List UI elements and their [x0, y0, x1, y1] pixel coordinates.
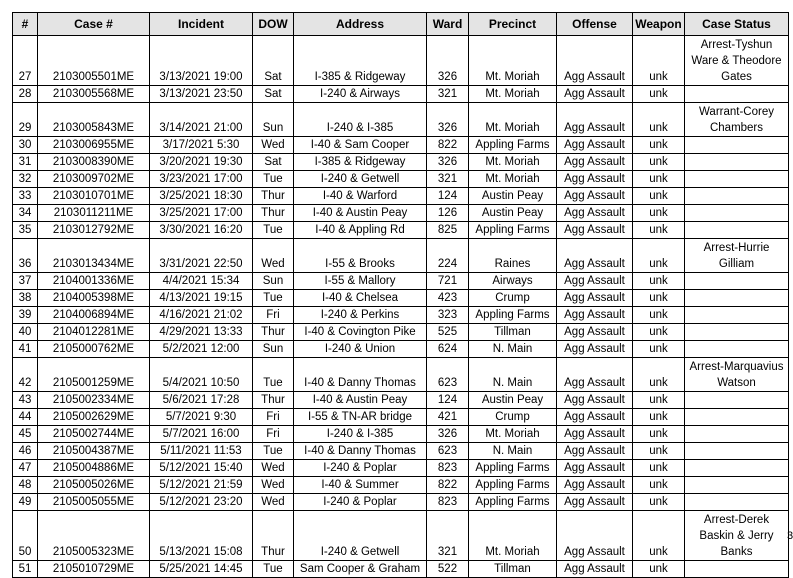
cell-num: 28: [13, 86, 38, 103]
cell-address: I-240 & Perkins: [294, 307, 427, 324]
cell-weapon: unk: [633, 426, 685, 443]
cell-incident: 5/7/2021 16:00: [150, 426, 253, 443]
cell-offense: Agg Assault: [557, 460, 633, 477]
cell-dow: Thur: [253, 392, 294, 409]
cell-incident: 4/16/2021 21:02: [150, 307, 253, 324]
cell-num: 38: [13, 290, 38, 307]
cell-offense: Agg Assault: [557, 171, 633, 188]
cell-num: 50: [13, 511, 38, 561]
cell-offense: Agg Assault: [557, 511, 633, 561]
cell-address: I-240 & Airways: [294, 86, 427, 103]
cell-case: 2104012281ME: [38, 324, 150, 341]
cell-num: 36: [13, 239, 38, 273]
cell-status: [685, 205, 789, 222]
cell-status: [685, 409, 789, 426]
cell-status: [685, 222, 789, 239]
cell-weapon: unk: [633, 494, 685, 511]
cell-dow: Sat: [253, 36, 294, 86]
cell-precinct: Appling Farms: [469, 137, 557, 154]
cell-incident: 5/7/2021 9:30: [150, 409, 253, 426]
cell-case: 2103009702ME: [38, 171, 150, 188]
cell-precinct: Appling Farms: [469, 307, 557, 324]
cell-offense: Agg Assault: [557, 239, 633, 273]
cell-dow: Sun: [253, 341, 294, 358]
cell-case: 2103011211ME: [38, 205, 150, 222]
cell-offense: Agg Assault: [557, 154, 633, 171]
cell-precinct: Appling Farms: [469, 222, 557, 239]
cell-num: 31: [13, 154, 38, 171]
cell-status: Arrest-Hurrie Gilliam: [685, 239, 789, 273]
cell-offense: Agg Assault: [557, 307, 633, 324]
cell-address: I-40 & Austin Peay: [294, 392, 427, 409]
cell-status: [685, 154, 789, 171]
cell-dow: Fri: [253, 426, 294, 443]
cell-incident: 5/12/2021 15:40: [150, 460, 253, 477]
cell-case: 2105005055ME: [38, 494, 150, 511]
cell-offense: Agg Assault: [557, 137, 633, 154]
cell-dow: Tue: [253, 222, 294, 239]
cell-ward: 321: [427, 86, 469, 103]
cell-ward: 126: [427, 205, 469, 222]
cell-ward: 624: [427, 341, 469, 358]
cell-weapon: unk: [633, 188, 685, 205]
cell-address: I-55 & Mallory: [294, 273, 427, 290]
cell-offense: Agg Assault: [557, 494, 633, 511]
cell-precinct: N. Main: [469, 443, 557, 460]
table-row: [13, 409, 789, 426]
table-row: [13, 188, 789, 205]
cell-address: I-385 & Ridgeway: [294, 36, 427, 86]
cell-offense: Agg Assault: [557, 86, 633, 103]
cell-weapon: unk: [633, 358, 685, 392]
cell-num: 44: [13, 409, 38, 426]
cell-offense: Agg Assault: [557, 36, 633, 86]
cell-precinct: Mt. Moriah: [469, 154, 557, 171]
cell-ward: 323: [427, 307, 469, 324]
cell-status: [685, 307, 789, 324]
cell-offense: Agg Assault: [557, 290, 633, 307]
cell-status: [685, 494, 789, 511]
page-edge-mark: 3: [787, 530, 793, 542]
cell-precinct: Mt. Moriah: [469, 511, 557, 561]
cell-status: [685, 443, 789, 460]
cell-offense: Agg Assault: [557, 273, 633, 290]
cell-weapon: unk: [633, 103, 685, 137]
cell-incident: 3/13/2021 19:00: [150, 36, 253, 86]
case-table: [12, 12, 789, 578]
cell-num: 35: [13, 222, 38, 239]
cell-num: 33: [13, 188, 38, 205]
cell-status: [685, 290, 789, 307]
header-status: Case Status: [685, 13, 789, 36]
table-row: [13, 290, 789, 307]
cell-dow: Tue: [253, 443, 294, 460]
cell-dow: Wed: [253, 239, 294, 273]
cell-offense: Agg Assault: [557, 341, 633, 358]
cell-weapon: unk: [633, 443, 685, 460]
cell-case: 2103005843ME: [38, 103, 150, 137]
cell-case: 2105010729ME: [38, 561, 150, 578]
cell-ward: 124: [427, 188, 469, 205]
cell-weapon: unk: [633, 392, 685, 409]
cell-dow: Sat: [253, 154, 294, 171]
cell-case: 2104006894ME: [38, 307, 150, 324]
table-row: [13, 154, 789, 171]
cell-precinct: Appling Farms: [469, 477, 557, 494]
cell-ward: 423: [427, 290, 469, 307]
cell-case: 2105001259ME: [38, 358, 150, 392]
cell-incident: 4/4/2021 15:34: [150, 273, 253, 290]
cell-offense: Agg Assault: [557, 222, 633, 239]
cell-ward: 623: [427, 443, 469, 460]
table-row: [13, 86, 789, 103]
cell-case: 2103012792ME: [38, 222, 150, 239]
table-body: [13, 36, 789, 578]
cell-ward: 721: [427, 273, 469, 290]
cell-weapon: unk: [633, 307, 685, 324]
cell-offense: Agg Assault: [557, 205, 633, 222]
cell-dow: Wed: [253, 460, 294, 477]
cell-num: 49: [13, 494, 38, 511]
table-row: [13, 392, 789, 409]
cell-incident: 5/6/2021 17:28: [150, 392, 253, 409]
cell-dow: Tue: [253, 561, 294, 578]
cell-dow: Thur: [253, 188, 294, 205]
cell-address: I-40 & Appling Rd: [294, 222, 427, 239]
cell-precinct: Austin Peay: [469, 392, 557, 409]
cell-offense: Agg Assault: [557, 103, 633, 137]
cell-weapon: unk: [633, 409, 685, 426]
cell-incident: 3/14/2021 21:00: [150, 103, 253, 137]
cell-num: 42: [13, 358, 38, 392]
cell-case: 2105000762ME: [38, 341, 150, 358]
cell-num: 41: [13, 341, 38, 358]
cell-address: I-55 & Brooks: [294, 239, 427, 273]
cell-incident: 4/13/2021 19:15: [150, 290, 253, 307]
cell-address: I-240 & I-385: [294, 426, 427, 443]
cell-status: [685, 171, 789, 188]
cell-address: I-40 & Summer: [294, 477, 427, 494]
table-row: [13, 460, 789, 477]
cell-incident: 5/4/2021 10:50: [150, 358, 253, 392]
cell-num: 51: [13, 561, 38, 578]
cell-offense: Agg Assault: [557, 392, 633, 409]
cell-case: 2105004387ME: [38, 443, 150, 460]
cell-status: [685, 137, 789, 154]
table-row: [13, 426, 789, 443]
cell-precinct: Mt. Moriah: [469, 36, 557, 86]
cell-incident: 5/25/2021 14:45: [150, 561, 253, 578]
cell-address: I-40 & Danny Thomas: [294, 443, 427, 460]
cell-case: 2105005323ME: [38, 511, 150, 561]
cell-ward: 522: [427, 561, 469, 578]
cell-incident: 3/17/2021 5:30: [150, 137, 253, 154]
cell-case: 2103010701ME: [38, 188, 150, 205]
cell-case: 2103006955ME: [38, 137, 150, 154]
cell-incident: 4/29/2021 13:33: [150, 324, 253, 341]
table-row: [13, 103, 789, 137]
cell-case: 2104005398ME: [38, 290, 150, 307]
cell-ward: 326: [427, 103, 469, 137]
cell-precinct: Appling Farms: [469, 460, 557, 477]
cell-case: 2105002744ME: [38, 426, 150, 443]
cell-status: Arrest-Tyshun Ware & Theodore Gates: [685, 36, 789, 86]
cell-weapon: unk: [633, 273, 685, 290]
table-row: [13, 36, 789, 86]
cell-incident: 3/31/2021 22:50: [150, 239, 253, 273]
cell-address: I-240 & I-385: [294, 103, 427, 137]
cell-dow: Wed: [253, 137, 294, 154]
cell-address: I-240 & Getwell: [294, 171, 427, 188]
cell-weapon: unk: [633, 511, 685, 561]
header-offense: Offense: [557, 13, 633, 36]
cell-incident: 3/13/2021 23:50: [150, 86, 253, 103]
cell-weapon: unk: [633, 205, 685, 222]
cell-precinct: Appling Farms: [469, 494, 557, 511]
cell-status: [685, 460, 789, 477]
cell-case: 2105002334ME: [38, 392, 150, 409]
cell-weapon: unk: [633, 137, 685, 154]
cell-address: I-385 & Ridgeway: [294, 154, 427, 171]
cell-num: 30: [13, 137, 38, 154]
cell-weapon: unk: [633, 239, 685, 273]
table-row: [13, 324, 789, 341]
cell-incident: 3/20/2021 19:30: [150, 154, 253, 171]
cell-status: [685, 324, 789, 341]
cell-case: 2103008390ME: [38, 154, 150, 171]
cell-incident: 5/13/2021 15:08: [150, 511, 253, 561]
cell-num: 27: [13, 36, 38, 86]
cell-ward: 823: [427, 460, 469, 477]
cell-weapon: unk: [633, 36, 685, 86]
cell-precinct: Tillman: [469, 561, 557, 578]
table-row: [13, 494, 789, 511]
table-row: [13, 511, 789, 561]
cell-address: I-40 & Danny Thomas: [294, 358, 427, 392]
cell-dow: Thur: [253, 324, 294, 341]
cell-precinct: N. Main: [469, 358, 557, 392]
cell-ward: 321: [427, 511, 469, 561]
cell-dow: Fri: [253, 307, 294, 324]
cell-status: Arrest-Marquavius Watson: [685, 358, 789, 392]
cell-address: I-240 & Poplar: [294, 494, 427, 511]
cell-address: I-40 & Chelsea: [294, 290, 427, 307]
cell-num: 37: [13, 273, 38, 290]
cell-case: 2103005568ME: [38, 86, 150, 103]
cell-offense: Agg Assault: [557, 561, 633, 578]
cell-ward: 124: [427, 392, 469, 409]
cell-num: 32: [13, 171, 38, 188]
table-row: [13, 477, 789, 494]
cell-status: [685, 426, 789, 443]
table-row: [13, 358, 789, 392]
header-precinct: Precinct: [469, 13, 557, 36]
cell-precinct: Crump: [469, 290, 557, 307]
cell-address: I-240 & Union: [294, 341, 427, 358]
cell-weapon: unk: [633, 222, 685, 239]
cell-weapon: unk: [633, 154, 685, 171]
cell-dow: Wed: [253, 494, 294, 511]
cell-num: 43: [13, 392, 38, 409]
cell-precinct: N. Main: [469, 341, 557, 358]
cell-num: 40: [13, 324, 38, 341]
cell-offense: Agg Assault: [557, 188, 633, 205]
cell-num: 47: [13, 460, 38, 477]
cell-case: 2103013434ME: [38, 239, 150, 273]
table-row: [13, 222, 789, 239]
cell-dow: Sun: [253, 273, 294, 290]
cell-address: I-40 & Sam Cooper: [294, 137, 427, 154]
header-weapon: Weapon: [633, 13, 685, 36]
cell-dow: Fri: [253, 409, 294, 426]
header-row: [13, 13, 789, 36]
cell-ward: 822: [427, 137, 469, 154]
cell-weapon: unk: [633, 341, 685, 358]
cell-ward: 421: [427, 409, 469, 426]
table-row: [13, 561, 789, 578]
cell-ward: 825: [427, 222, 469, 239]
cell-status: [685, 477, 789, 494]
cell-dow: Wed: [253, 477, 294, 494]
cell-incident: 5/12/2021 21:59: [150, 477, 253, 494]
cell-address: I-40 & Austin Peay: [294, 205, 427, 222]
cell-address: I-40 & Warford: [294, 188, 427, 205]
cell-status: [685, 86, 789, 103]
header-num: #: [13, 13, 38, 36]
cell-incident: 5/11/2021 11:53: [150, 443, 253, 460]
cell-dow: Tue: [253, 358, 294, 392]
table-row: [13, 307, 789, 324]
cell-offense: Agg Assault: [557, 409, 633, 426]
cell-address: I-240 & Getwell: [294, 511, 427, 561]
cell-dow: Tue: [253, 290, 294, 307]
cell-num: 39: [13, 307, 38, 324]
cell-weapon: unk: [633, 324, 685, 341]
cell-precinct: Mt. Moriah: [469, 86, 557, 103]
cell-precinct: Tillman: [469, 324, 557, 341]
cell-incident: 3/30/2021 16:20: [150, 222, 253, 239]
header-incident: Incident: [150, 13, 253, 36]
cell-dow: Thur: [253, 511, 294, 561]
cell-ward: 321: [427, 171, 469, 188]
cell-incident: 3/25/2021 17:00: [150, 205, 253, 222]
cell-num: 29: [13, 103, 38, 137]
cell-ward: 822: [427, 477, 469, 494]
cell-precinct: Austin Peay: [469, 188, 557, 205]
header-dow: DOW: [253, 13, 294, 36]
cell-weapon: unk: [633, 290, 685, 307]
cell-precinct: Raines: [469, 239, 557, 273]
cell-incident: 3/23/2021 17:00: [150, 171, 253, 188]
cell-weapon: unk: [633, 561, 685, 578]
table-row: [13, 205, 789, 222]
cell-offense: Agg Assault: [557, 324, 633, 341]
cell-ward: 224: [427, 239, 469, 273]
header-case: Case #: [38, 13, 150, 36]
cell-weapon: unk: [633, 477, 685, 494]
cell-address: I-55 & TN-AR bridge: [294, 409, 427, 426]
cell-dow: Tue: [253, 171, 294, 188]
cell-offense: Agg Assault: [557, 358, 633, 392]
table-row: [13, 443, 789, 460]
cell-address: Sam Cooper & Graham: [294, 561, 427, 578]
cell-precinct: Mt. Moriah: [469, 171, 557, 188]
cell-status: Warrant-Corey Chambers: [685, 103, 789, 137]
cell-case: 2105002629ME: [38, 409, 150, 426]
cell-num: 34: [13, 205, 38, 222]
table-row: [13, 273, 789, 290]
header-ward: Ward: [427, 13, 469, 36]
cell-ward: 823: [427, 494, 469, 511]
cell-status: [685, 341, 789, 358]
cell-ward: 623: [427, 358, 469, 392]
cell-address: I-40 & Covington Pike: [294, 324, 427, 341]
cell-num: 48: [13, 477, 38, 494]
cell-num: 46: [13, 443, 38, 460]
cell-dow: Sun: [253, 103, 294, 137]
cell-precinct: Mt. Moriah: [469, 103, 557, 137]
cell-ward: 525: [427, 324, 469, 341]
cell-status: Arrest-Derek Baskin & Jerry Banks: [685, 511, 789, 561]
cell-ward: 326: [427, 154, 469, 171]
cell-offense: Agg Assault: [557, 443, 633, 460]
cell-weapon: unk: [633, 86, 685, 103]
cell-incident: 3/25/2021 18:30: [150, 188, 253, 205]
cell-case: 2103005501ME: [38, 36, 150, 86]
cell-case: 2104001336ME: [38, 273, 150, 290]
cell-offense: Agg Assault: [557, 477, 633, 494]
cell-incident: 5/2/2021 12:00: [150, 341, 253, 358]
cell-case: 2105004886ME: [38, 460, 150, 477]
table-row: [13, 171, 789, 188]
cell-status: [685, 273, 789, 290]
cell-precinct: Austin Peay: [469, 205, 557, 222]
table-row: [13, 137, 789, 154]
cell-dow: Sat: [253, 86, 294, 103]
cell-precinct: Mt. Moriah: [469, 426, 557, 443]
table-row: [13, 341, 789, 358]
cell-weapon: unk: [633, 171, 685, 188]
cell-status: [685, 188, 789, 205]
cell-status: [685, 561, 789, 578]
cell-num: 45: [13, 426, 38, 443]
table-row: [13, 239, 789, 273]
cell-weapon: unk: [633, 460, 685, 477]
cell-precinct: Crump: [469, 409, 557, 426]
cell-address: I-240 & Poplar: [294, 460, 427, 477]
cell-incident: 5/12/2021 23:20: [150, 494, 253, 511]
cell-case: 2105005026ME: [38, 477, 150, 494]
cell-status: [685, 392, 789, 409]
header-address: Address: [294, 13, 427, 36]
cell-dow: Thur: [253, 205, 294, 222]
cell-precinct: Airways: [469, 273, 557, 290]
cell-ward: 326: [427, 36, 469, 86]
cell-offense: Agg Assault: [557, 426, 633, 443]
cell-ward: 326: [427, 426, 469, 443]
